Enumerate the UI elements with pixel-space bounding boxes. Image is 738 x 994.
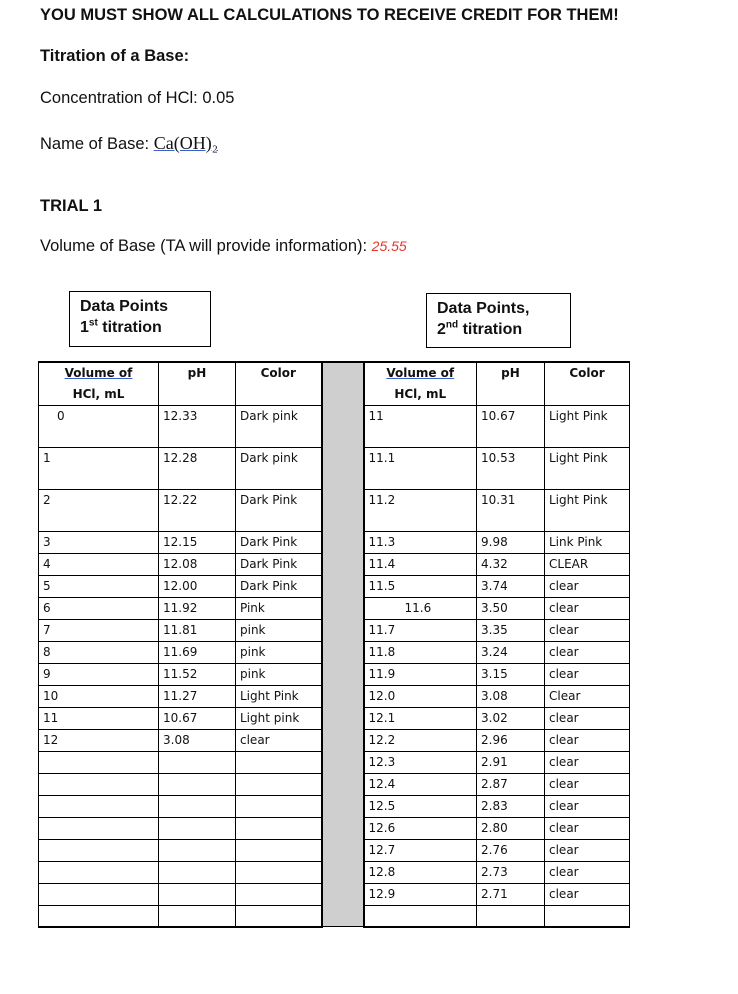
color-1-cell: Pink [236, 598, 322, 620]
volume-1-cell: 10 [39, 686, 159, 708]
color-1-cell: pink [236, 664, 322, 686]
color-2-cell: Light Pink [545, 406, 630, 448]
color-2-cell: Clear [545, 686, 630, 708]
color-2-cell: clear [545, 620, 630, 642]
hcl-concentration: Concentration of HCl: 0.05 [40, 89, 235, 107]
color-1-cell [236, 752, 322, 774]
color-1-cell: pink [236, 620, 322, 642]
base-volume-label: Volume of Base (TA will provide information): [40, 237, 372, 255]
ph-header-1: pH [159, 362, 236, 406]
color-2-cell: Light Pink [545, 448, 630, 490]
ph-2-cell [477, 906, 545, 927]
ph-2-cell: 2.91 [477, 752, 545, 774]
volume-2-cell: 11.6 [364, 598, 477, 620]
color-2-cell: Link Pink [545, 532, 630, 554]
color-1-cell: Dark pink [236, 406, 322, 448]
color-1-cell: Dark Pink [236, 576, 322, 598]
volume-2-cell: 12.8 [364, 862, 477, 884]
ph-2-cell: 10.31 [477, 490, 545, 532]
ph-2-cell: 2.87 [477, 774, 545, 796]
ph-1-cell: 11.92 [159, 598, 236, 620]
ph-1-cell: 12.15 [159, 532, 236, 554]
color-1-cell: clear [236, 730, 322, 752]
ph-1-cell: 12.00 [159, 576, 236, 598]
ph-2-cell: 2.96 [477, 730, 545, 752]
ph-1-cell: 3.08 [159, 730, 236, 752]
table-divider [322, 362, 364, 927]
ph-1-cell [159, 884, 236, 906]
color-2-cell: clear [545, 840, 630, 862]
volume-1-cell [39, 796, 159, 818]
color-2-cell: Light Pink [545, 490, 630, 532]
color-2-cell: clear [545, 818, 630, 840]
ph-header-2: pH [477, 362, 545, 406]
ph-1-cell [159, 840, 236, 862]
volume-1-cell: 1 [39, 448, 159, 490]
volume-2-cell: 12.4 [364, 774, 477, 796]
base-formula: Ca(OH)₂ [153, 133, 218, 153]
ph-1-cell [159, 752, 236, 774]
ph-2-cell: 9.98 [477, 532, 545, 554]
titration-data-table [38, 361, 630, 928]
color-2-cell: clear [545, 796, 630, 818]
color-1-cell [236, 884, 322, 906]
ph-2-cell: 2.80 [477, 818, 545, 840]
ph-1-cell: 12.28 [159, 448, 236, 490]
ph-2-cell: 2.76 [477, 840, 545, 862]
ph-1-cell [159, 862, 236, 884]
color-header-1: Color [236, 362, 322, 406]
ph-2-cell: 10.67 [477, 406, 545, 448]
color-1-cell [236, 840, 322, 862]
color-2-cell: clear [545, 642, 630, 664]
ph-1-cell: 11.69 [159, 642, 236, 664]
ph-1-cell: 11.52 [159, 664, 236, 686]
ph-2-cell: 2.83 [477, 796, 545, 818]
volume-2-cell: 12.7 [364, 840, 477, 862]
volume-1-cell [39, 840, 159, 862]
volume-1-cell: 8 [39, 642, 159, 664]
color-2-cell [545, 906, 630, 927]
volume-1-cell: 9 [39, 664, 159, 686]
volume-2-cell: 11.4 [364, 554, 477, 576]
ph-1-cell: 12.08 [159, 554, 236, 576]
ph-1-cell [159, 906, 236, 927]
color-1-cell [236, 818, 322, 840]
color-2-cell: clear [545, 576, 630, 598]
section-title: Titration of a Base: [40, 47, 190, 65]
volume-1-cell: 6 [39, 598, 159, 620]
volume-2-cell [364, 906, 477, 927]
color-1-cell: Light pink [236, 708, 322, 730]
base-name-label: Name of Base: [40, 135, 154, 153]
volume-1-cell: 11 [39, 708, 159, 730]
volume-1-cell: 5 [39, 576, 159, 598]
ph-2-cell: 2.71 [477, 884, 545, 906]
color-1-cell [236, 906, 322, 927]
volume-1-cell [39, 774, 159, 796]
color-1-cell: Dark pink [236, 448, 322, 490]
color-header-2: Color [545, 362, 630, 406]
first-titration-subtitle: 1st titration [80, 317, 162, 336]
first-titration-box [69, 291, 211, 347]
volume-2-cell: 12.9 [364, 884, 477, 906]
color-1-cell: Dark Pink [236, 490, 322, 532]
volume-header-2: Volume of HCl, mL [364, 362, 477, 406]
volume-1-cell: 3 [39, 532, 159, 554]
color-2-cell: clear [545, 752, 630, 774]
color-2-cell: clear [545, 598, 630, 620]
ph-2-cell: 3.74 [477, 576, 545, 598]
ph-1-cell: 11.27 [159, 686, 236, 708]
volume-2-cell: 11.8 [364, 642, 477, 664]
volume-2-cell: 12.5 [364, 796, 477, 818]
ph-2-cell: 3.50 [477, 598, 545, 620]
volume-1-cell [39, 818, 159, 840]
volume-header-1: Volume of HCl, mL [39, 362, 159, 406]
volume-2-cell: 11.1 [364, 448, 477, 490]
color-1-cell: pink [236, 642, 322, 664]
volume-2-cell: 12.6 [364, 818, 477, 840]
volume-2-cell: 11.3 [364, 532, 477, 554]
volume-1-cell [39, 884, 159, 906]
ph-2-cell: 4.32 [477, 554, 545, 576]
volume-1-cell [39, 862, 159, 884]
base-volume [40, 237, 407, 256]
color-1-cell: Light Pink [236, 686, 322, 708]
ph-1-cell: 12.33 [159, 406, 236, 448]
volume-1-cell: 0 [39, 406, 159, 448]
color-2-cell: clear [545, 708, 630, 730]
volume-1-cell: 12 [39, 730, 159, 752]
base-name [40, 133, 218, 154]
volume-2-cell: 11.7 [364, 620, 477, 642]
second-titration-box [426, 293, 571, 348]
second-titration-title: Data Points, [437, 300, 530, 317]
color-2-cell: clear [545, 884, 630, 906]
base-volume-value: 25.55 [371, 238, 407, 254]
volume-1-cell [39, 752, 159, 774]
color-1-cell [236, 796, 322, 818]
color-2-cell: clear [545, 664, 630, 686]
ph-2-cell: 3.02 [477, 708, 545, 730]
calculation-warning: YOU MUST SHOW ALL CALCULATIONS TO RECEIVE CREDIT FOR THEM! [40, 6, 619, 24]
first-titration-title: Data Points [80, 298, 169, 315]
trial-label: TRIAL 1 [40, 197, 103, 215]
ph-1-cell [159, 818, 236, 840]
volume-2-cell: 11.2 [364, 490, 477, 532]
color-2-cell: clear [545, 730, 630, 752]
color-1-cell [236, 862, 322, 884]
volume-1-cell [39, 906, 159, 927]
ph-2-cell: 3.08 [477, 686, 545, 708]
color-2-cell: clear [545, 774, 630, 796]
ph-2-cell: 3.15 [477, 664, 545, 686]
volume-2-cell: 12.0 [364, 686, 477, 708]
volume-2-cell: 12.3 [364, 752, 477, 774]
second-titration-subtitle: 2nd titration [437, 319, 523, 338]
volume-2-cell: 12.2 [364, 730, 477, 752]
volume-1-cell: 7 [39, 620, 159, 642]
color-1-cell [236, 774, 322, 796]
ph-1-cell: 10.67 [159, 708, 236, 730]
volume-2-cell: 11.9 [364, 664, 477, 686]
volume-2-cell: 11.5 [364, 576, 477, 598]
color-2-cell: clear [545, 862, 630, 884]
volume-2-cell: 12.1 [364, 708, 477, 730]
volume-2-cell: 11 [364, 406, 477, 448]
ph-2-cell: 3.35 [477, 620, 545, 642]
ph-1-cell [159, 774, 236, 796]
ph-1-cell [159, 796, 236, 818]
ph-2-cell: 2.73 [477, 862, 545, 884]
ph-1-cell: 12.22 [159, 490, 236, 532]
color-1-cell: Dark Pink [236, 554, 322, 576]
table-header-row [39, 362, 630, 406]
ph-1-cell: 11.81 [159, 620, 236, 642]
volume-1-cell: 2 [39, 490, 159, 532]
ph-2-cell: 10.53 [477, 448, 545, 490]
volume-1-cell: 4 [39, 554, 159, 576]
color-2-cell: CLEAR [545, 554, 630, 576]
color-1-cell: Dark Pink [236, 532, 322, 554]
ph-2-cell: 3.24 [477, 642, 545, 664]
